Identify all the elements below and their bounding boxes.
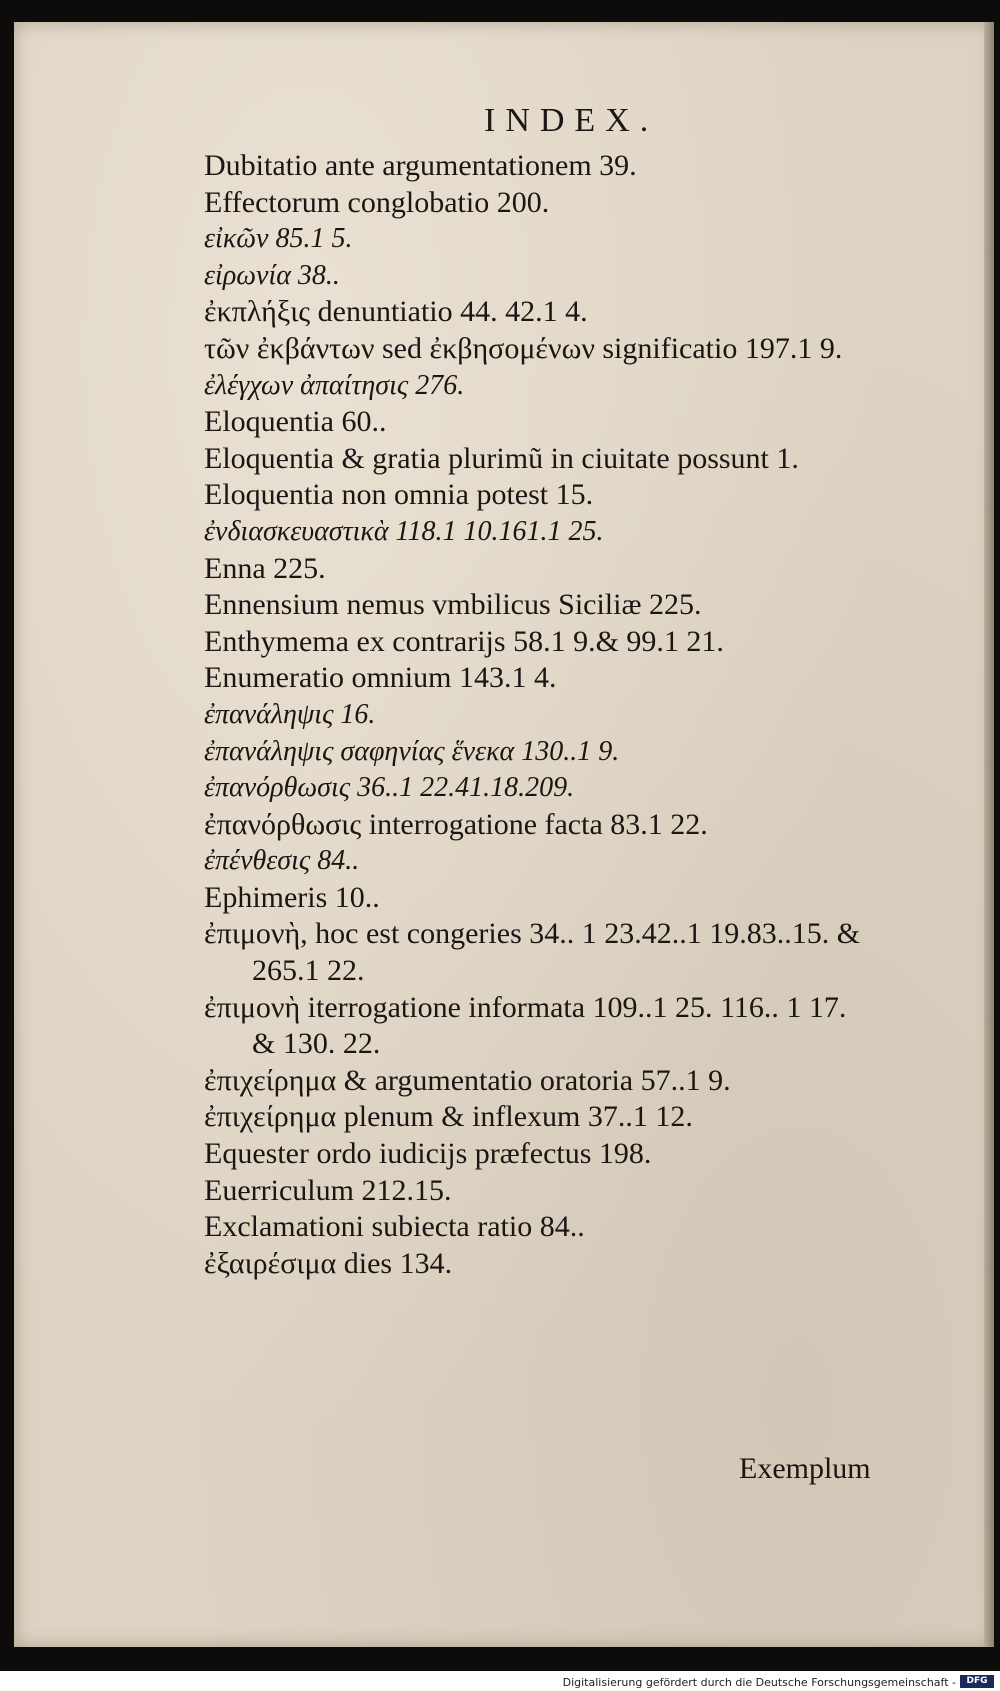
index-entry: ἐκπλήξις denuntiatio 44. 42.1 4.: [204, 295, 588, 329]
index-entry: ἐπανόρθωσις interrogatione facta 83.1 22.: [204, 807, 708, 841]
index-entry: ἐπιμονὴ iterrogatione informata 109..1 25. 116.. 1 17.: [204, 990, 847, 1024]
index-entry: ἐπιχείρημα & argumentatio oratoria 57..1 9.: [204, 1063, 731, 1097]
index-entry: ἐπανάληψις 16.: [204, 698, 376, 730]
index-entry: ἐξαιρέσιμα dies 134.: [204, 1246, 453, 1280]
index-entry: Eloquentia 60..: [204, 405, 387, 439]
index-entry: ἐλέγχων ἀπαίτησις 276.: [204, 369, 465, 401]
dfg-logo: DFG: [960, 1675, 994, 1688]
page-edge: [984, 22, 994, 1647]
index-entry: τῶν ἐκβάντων sed ἐκβησομένων significatio 197.1 9.: [204, 331, 843, 365]
index-entry: ἐπιχείρημα plenum & inflexum 37..1 12.: [204, 1100, 693, 1134]
index-entry: Enumeratio omnium 143.1 4.: [204, 661, 557, 695]
index-entry: Ephimeris 10..: [204, 880, 380, 914]
index-entry: ἐνδιασκευαστικὰ 118.1 10.161.1 25.: [204, 515, 604, 547]
index-entry: Eloquentia non omnia potest 15.: [204, 478, 594, 512]
book-page: [14, 22, 994, 1647]
footer-bar: [0, 1671, 1000, 1691]
index-entry: 265.1 22.: [252, 954, 365, 988]
index-entry: Dubitatio ante argumentationem 39.: [204, 149, 637, 182]
index-entry: ἐπανάληψις σαφηνίας ἕνεκα 130..1 9.: [204, 735, 620, 767]
running-head: INDEX.: [484, 102, 659, 139]
index-entry: Enthymema ex contrarijs 58.1 9.& 99.1 21.: [204, 624, 724, 658]
index-entry: Effectorum conglobatio 200.: [204, 185, 550, 219]
index-entry: Eloquentia & gratia plurimũ in ciuitate possunt 1.: [204, 441, 799, 475]
index-entry: Enna 225.: [204, 551, 326, 585]
index-entry: εἰρωνία 38..: [204, 259, 340, 291]
index-entry: ἐπιμονὴ, hoc est congeries 34.. 1 23.42..1 19.83..15. &: [204, 917, 861, 951]
index-entry: & 130. 22.: [252, 1027, 381, 1061]
catchword: Exemplum: [739, 1452, 871, 1485]
index-entry: ἐπένθεσις 84..: [204, 845, 360, 877]
funding-credit: Digitalisierung gefördert durch die Deutsche Forschungsgemeinschaft -: [562, 1676, 956, 1689]
index-entry: εἰκῶν 85.1 5.: [204, 223, 353, 255]
index-entries: [204, 148, 964, 1282]
index-entry: Equester ordo iudicijs præfectus 198.: [204, 1137, 652, 1171]
index-entry: Euerriculum 212.15.: [204, 1173, 452, 1207]
index-entry: Ennensium nemus vmbilicus Siciliæ 225.: [204, 588, 702, 622]
index-entry: Exclamationi subiecta ratio 84..: [204, 1210, 585, 1244]
index-entry: ἐπανόρθωσις 36..1 22.41.18.209.: [204, 772, 575, 804]
